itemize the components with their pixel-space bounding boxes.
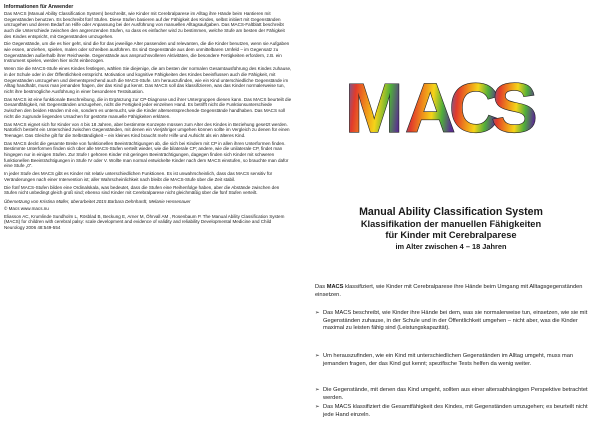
info-column xyxy=(4,4,292,422)
macs-logo-graphic xyxy=(343,69,538,147)
intro-rest: klassifiziert, wie Kinder mit Cerebralparese ihre Hände beim Umgang mit Alltagsgegenständen einsetzen. xyxy=(315,284,583,298)
info-paragraph-7: In jeder Stufe des MACS gibt es Kinder mit relativ unterschiedlichen Funktionen. Es ist unwahrscheinlich, dass das MACS sensitiv für Veränderungen nach einer Intervention ist; aller Wahrscheinlichkeit nach bleibt die MACS-Stufe über die Zeit stabil. xyxy=(4,171,273,182)
logo-letter-a: A xyxy=(405,69,456,147)
intro-text xyxy=(315,284,597,299)
info-heading: Informationen für Anwender xyxy=(4,4,74,10)
copyright-line: © Macs www.macs.nu xyxy=(4,205,49,211)
bullet-item-1 xyxy=(315,310,597,333)
info-paragraph-2: Die Gegenstände, um die es hier geht, sind die für das jeweilige Alter passenden und relevanten, die die Kinder benutzen, wenn sie Aufgaben wie essen, anziehen, spielen, malen oder schreiben ausführen. Es sind Gegenstände aus dem unmittelbaren Umfeld – im Gegensatz zu Gegenständen außerhalb ihrer Reichweite. Gegenstände aus anspruchsvolleren Aktivitäten, die besondere Fertigkeiten erfordern, z.B. ein Instrument spielen, werden hier nicht einbezogen. xyxy=(4,41,290,64)
info-paragraph-8: Die fünf MACS-Stufen bilden eine Ordinalskala, was bedeutet, dass die Stufen eine Reihenfolge haben, aber die Abstände zwischen den Stufen nicht unbedingt gleich groß sind; ebenso sind Kinder mit Cerebralparese nicht gleichmäßig über die fünf Stufen verteilt. xyxy=(4,184,280,196)
bullet-text-3: Die Gegenstände, mit denen das Kind umgeht, sollten aus einer altersabhängigen Perspektive betrachtet werden. xyxy=(323,387,588,401)
info-paragraph-4: Das MACS ist eine funktionale Beschreibung, die in Ergänzung zur CP-Diagnose und ihrer Untergruppen dienen kann. Das MACS beurteilt die Gesamtfähigkeit, mit Gegenständen umzugehen, nicht die Fertigkeit jeder einzelnen Hand. Es betrifft nicht die Funktionsunterschiede zwischen den beiden Händen mit ein, sondern es untersucht, wie die Kinder altersentsprechende Gegenstände handhaben. Das MACS soll nicht die zugrunde liegenden Ursachen für gestörte manuelle Fähigkeiten erklären. xyxy=(4,96,292,119)
info-paragraph-6: Das MACS deckt die gesamte Breite von funktionellen Beeinträchtigungen ab, die sich bei Kindern mit CP in allen ihren Unterformen finden. Bestimmte Unterformen finden sich über alle MACS-Stufen verteilt wieder, wie die bilaterale CP; andere, wie die unilaterale CP, findet man hingegen nur in einigen Stufen. Zur Stufe I gehören Kinder mit geringen Beeinträchtigungen, dagegen finden sich Kinder mit schweren funktionellen Beeinträchtigungen in Stufe IV oder V. Wollte man normal entwickelte Kinder nach dem MACS einstufen, so brauchte man dafür eine Stufe „0“. xyxy=(4,140,289,169)
info-paragraph-1: Das MACS (Manual Ability Classification System) beschreibt, wie Kinder mit Cerebralparese im Alltag ihre Hände beim Hantieren mit Gegenständen benutzen. Es beschreibt fünf Stufen. Diese Stufen basieren auf der Fähigkeit des Kindes, selbst initiiert mit Gegenständen umzugehen und deren Bedarf an Hilfe oder Anpassung bei der Ausführung von manuellen Alltagsaufgaben. Das MACS-Faltblatt beschreibt auch die Unterschiede zwischen den angrenzenden Stufen, so dass es einfacher wird zu bestimmen, welche Stufe am besten der Fähigkeit des Kindes entspricht, mit Gegenständen umzugehen. xyxy=(4,11,285,39)
bullet-text-2: Um herauszufinden, wie ein Kind mit unterschiedlichen Gegenständen im Alltag umgeht, muss man jemanden fragen, der das Kind gut kennt; spezifische Tests helfen da wenig weiter. xyxy=(323,353,574,367)
intro-bold-macs: MACS xyxy=(326,284,344,290)
bullet-text-1: Das MACS beschreibt, wie Kinder ihre Hände bei dem, was sie normalerweise tun, einsetzen, wie sie mit Gegenständen zuhause, in der Schule und in der Öffentlichkeit umgehen – nicht aber, was die Kinder maximal zu leisten fähig sind (Leistungskapazität). xyxy=(323,310,588,332)
logo-letter-s: S xyxy=(491,69,538,147)
intro-prefix: Das xyxy=(315,284,327,290)
info-paragraph-5: Das MACS eignet sich für Kinder von 4 bis 18 Jahren, aber bestimmte Konzepte müssen zum Alter des Kindes in Beziehung gesetzt werden. Natürlich besteht ein Unterschied zwischen Gegenständen, mit denen ein Vierjähriger umgehen können sollte im Vergleich zu denen für einen Teenager. Das Gleiche gilt für die Selbständigkeit – ein kleines Kind braucht mehr Hilfe und Aufsicht als ein älteres Kind. xyxy=(4,121,290,138)
title-age-range: im Alter zwischen 4 – 18 Jahren xyxy=(395,241,507,251)
title-english: Manual Ability Classification System xyxy=(359,206,543,218)
title-german-line-2: für Kinder mit Cerebralparese xyxy=(385,230,517,241)
title-german-line-1: Klassifikation der manuellen Fähigkeiten xyxy=(360,218,542,229)
arrow-bullet-icon: ➢ xyxy=(315,387,320,393)
title-block xyxy=(310,206,592,252)
logo-letter-c: C xyxy=(449,69,500,147)
arrow-bullet-icon: ➢ xyxy=(315,310,320,316)
bullet-item-2 xyxy=(315,353,597,368)
logo-letter-m: M xyxy=(345,69,404,147)
info-paragraph-3: Wenn Sie die MACS-Stufe eines Kindes festlegen, wählen Sie diejenige, die am besten der normalen Gesamtausführung des Kindes zuhause, in der Schule oder in der Öffentlichkeit entspricht. Motivation und kognitive Fähigkeiten des Kindes beeinflussen auch die Fähigkeit, mit Gegenständen umzugehen und dementsprechend auch die MACS-Stufe. Um herauszufinden, wie ein Kind unterschiedliche Gegenstände im Alltag handhabt, muss man jemanden fragen, der das Kind gut kennt. Das MACS soll das klassifizieren, was das Kinder normalerweise tun, nicht ihre bestmögliche Ausführung in einer besonderen Testsituation. xyxy=(4,66,292,94)
arrow-bullet-icon: ➢ xyxy=(315,404,320,410)
macs-logo xyxy=(343,69,538,147)
reference-citation: Eliasson AC, Krumlinde Sundholm L, Rösblad B, Beckung E, Arner M, Öhrvall AM , Rosenbaum P. The Manual Ability Classification System (MACS) for children with cerebral palsy: scale development and evidence of validity and reliability Developmental Medicine and Child Neurology 2006 48:549-554 xyxy=(4,213,285,230)
arrow-bullet-icon: ➢ xyxy=(315,353,320,359)
bullet-item-3 xyxy=(315,387,597,402)
bullet-text-4: Das MACS klassifiziert die Gesamtfähigkeit des Kindes, mit Gegenständen umzugehen; es beurteilt nicht jede Hand einzeln. xyxy=(323,404,588,418)
translation-credit: Übersetzung von Kristina Müller, überarbeitet 2015 Barbara Dehnhardt, Melanie Hessenauer xyxy=(4,199,191,204)
bullet-item-4 xyxy=(315,404,597,419)
